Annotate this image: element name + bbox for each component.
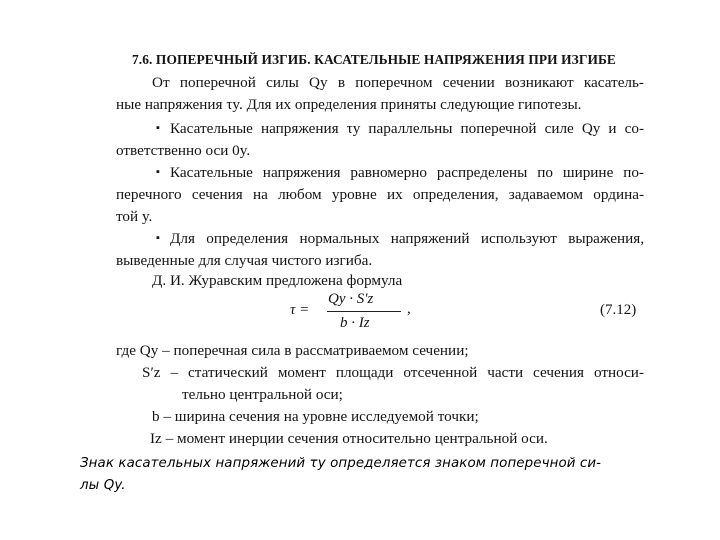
paragraph-line: перечного сечения на любом уровне их определения, задаваемом ордина-	[116, 186, 644, 203]
bullet-item	[156, 162, 644, 184]
where-line: b – ширина сечения на уровне исследуемой точки;	[152, 408, 479, 425]
formula-lhs: τ =	[290, 302, 310, 318]
paragraph-line: ные напряжения τy. Для их определения приняты следующие гипотезы.	[116, 96, 582, 113]
caption-line: Знак касательных напряжений τy определяется знаком поперечной си-	[80, 456, 602, 471]
paragraph-line: выведенные для случая чистого изгиба.	[116, 252, 373, 269]
paragraph-line: От поперечной силы Qy в поперечном сечении возникают касатель-	[152, 74, 644, 91]
zhuravsky-formula	[290, 289, 430, 333]
where-line: где Qy – поперечная сила в рассматриваемом сечении;	[116, 342, 469, 359]
paragraph-line: Касательные напряжения равномерно распределены по ширине по-	[170, 164, 644, 181]
bullet-item	[156, 228, 644, 250]
scanned-textbook-page	[112, 44, 644, 447]
formula-comma: ,	[407, 301, 411, 317]
equation-number: (7.12)	[600, 302, 637, 318]
bullet-item	[156, 118, 644, 140]
paragraph-line: ответственно оси 0y.	[116, 142, 251, 159]
caption-line: лы Qy.	[80, 478, 126, 493]
where-line: S′z – статический момент площади отсеченной части сечения относи-	[142, 364, 644, 381]
bullet-marker: ▪	[156, 166, 160, 178]
formula-denominator: b · Iz	[340, 315, 370, 331]
paragraph-line: Касательные напряжения τy параллельны поперечной силе Qy и со-	[170, 120, 644, 137]
paragraph-line: Для определения нормальных напряжений используют выражения,	[170, 230, 644, 247]
section-heading: 7.6. ПОПЕРЕЧНЫЙ ИЗГИБ. КАСАТЕЛЬНЫЕ НАПРЯЖЕНИЯ ПРИ ИЗГИБЕ	[132, 52, 616, 67]
formula-numerator: Qy · S′z	[328, 291, 374, 307]
where-line: Iz – момент инерции сечения относительно центральной оси.	[150, 430, 548, 447]
paragraph-line: Д. И. Журавским предложена формула	[152, 272, 403, 289]
bullet-marker: ▪	[156, 232, 160, 244]
fraction-bar	[327, 311, 401, 312]
paragraph-line: той y.	[116, 208, 153, 225]
slide-caption	[80, 453, 640, 497]
where-line: тельно центральной оси;	[182, 386, 343, 403]
bullet-marker: ▪	[156, 122, 160, 134]
